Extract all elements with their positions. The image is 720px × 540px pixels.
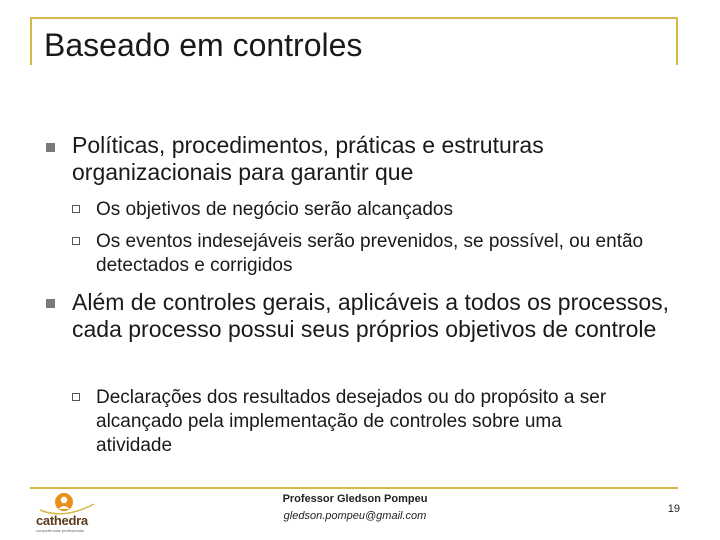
title-frame-right [676, 17, 678, 65]
page-number: 19 [667, 503, 680, 515]
footer-email: gledson.pompeu@gmail.com [283, 510, 427, 522]
footer-divider [30, 487, 678, 489]
subbullet-1-2-text: Os eventos indesejáveis serão prevenidos, se possível, ou então detectados e corrigidos [96, 231, 644, 276]
subbullet-2-1-text: Declarações dos resultados desejados ou do propósito a ser alcançado pela implementação de controles sobre uma atividade [96, 387, 607, 456]
bullet-square-icon [46, 143, 55, 152]
title-frame-top [30, 17, 678, 19]
subbullet-1-1-text: Os objetivos de negócio serão alcançados [96, 199, 454, 220]
bullet-1-text: Políticas, procedimentos, práticas e estruturas organizacionais para garantir que [72, 132, 544, 185]
logo-tagline: competências profissionais [36, 528, 85, 533]
subbullet-checkbox-icon [72, 237, 80, 245]
slide-title: Baseado em controles [44, 27, 363, 63]
title-frame-left [30, 17, 32, 65]
bullet-square-icon [46, 299, 55, 308]
logo-text: cathedra [36, 513, 88, 528]
subbullet-checkbox-icon [72, 393, 80, 401]
subbullet-checkbox-icon [72, 205, 80, 213]
bullet-2-text: Além de controles gerais, aplicáveis a todos os processos, cada processo possui seus próprios objetivos de controle [72, 289, 670, 342]
footer-author: Professor Gledson Pompeu [282, 493, 428, 505]
